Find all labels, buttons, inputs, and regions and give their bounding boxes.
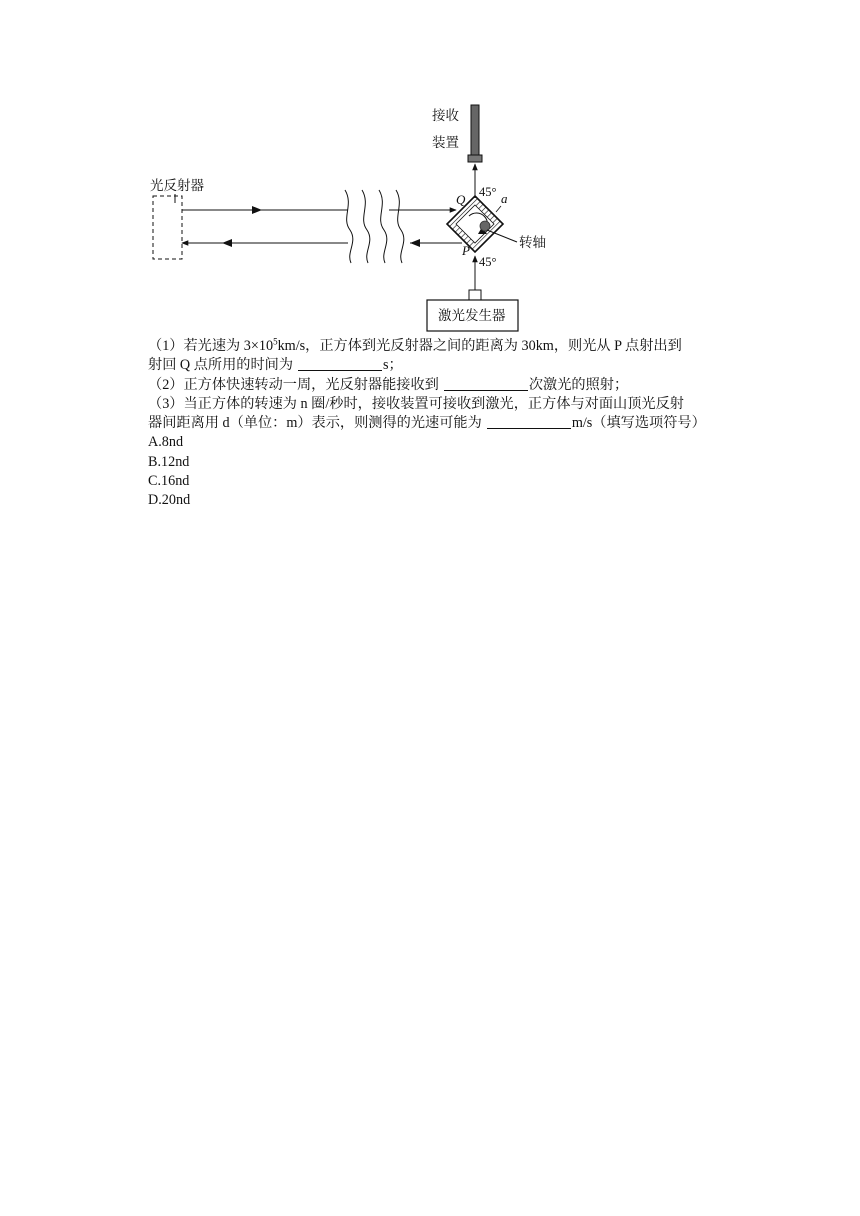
reflector-label: 光反射器 — [150, 178, 204, 194]
option-c[interactable]: C.16nd — [148, 473, 190, 490]
angle-top-label: 45° — [479, 185, 497, 199]
q1-line2: 射回 Q 点所用的时间为 — [148, 357, 294, 374]
q1-suffix: km/s，正方体到光反射器之间的距离为 30km，则光从 P 点射出到 — [277, 338, 682, 354]
beam-lower — [182, 239, 462, 247]
q3-line2-prefix: 器间距离用 d（单位：m）表示，则测得的光速可能为 — [148, 415, 482, 432]
beam-upper — [182, 206, 456, 214]
answer-blank-1[interactable] — [298, 356, 382, 371]
q3-line1: （3）当正方体的转速为 n 圈/秒时，接收装置可接收到激光，正方体与对面山顶光反射 — [148, 395, 684, 412]
q1-exponent: 5 — [273, 336, 278, 347]
option-d[interactable]: D.20nd — [148, 492, 191, 509]
q1-unit: s； — [383, 357, 403, 374]
angle-bottom-label: 45° — [479, 255, 497, 269]
receiving-device — [468, 105, 482, 162]
light-reflector — [153, 196, 182, 259]
answer-blank-2[interactable] — [444, 376, 528, 391]
distance-break-marks — [345, 190, 404, 263]
question-2 — [148, 376, 738, 395]
laser-label: 激光发生器 — [438, 308, 506, 324]
question-3 — [148, 395, 738, 434]
point-a-label: a — [501, 191, 508, 206]
answer-blank-3[interactable] — [487, 414, 571, 429]
receiver-label-line1: 接收 — [432, 108, 459, 124]
q3-line2-suffix: m/s（填写选项符号） — [571, 415, 706, 432]
q2-suffix: 次激光的照射； — [528, 376, 629, 393]
point-p-label: P — [462, 243, 470, 258]
option-a[interactable]: A.8nd — [148, 434, 184, 451]
question-1 — [148, 337, 738, 376]
receiver-label-line2: 装置 — [432, 135, 459, 151]
option-b[interactable]: B.12nd — [148, 453, 190, 470]
experiment-diagram — [140, 100, 580, 336]
q2-prefix: （2）正方体快速转动一周，光反射器能接收到 — [148, 376, 439, 393]
axis-label: 转轴 — [519, 235, 546, 251]
question-block — [148, 337, 738, 511]
point-q-label: Q — [456, 192, 466, 207]
q1-prefix: （1）若光速为 3×10 — [148, 338, 274, 354]
